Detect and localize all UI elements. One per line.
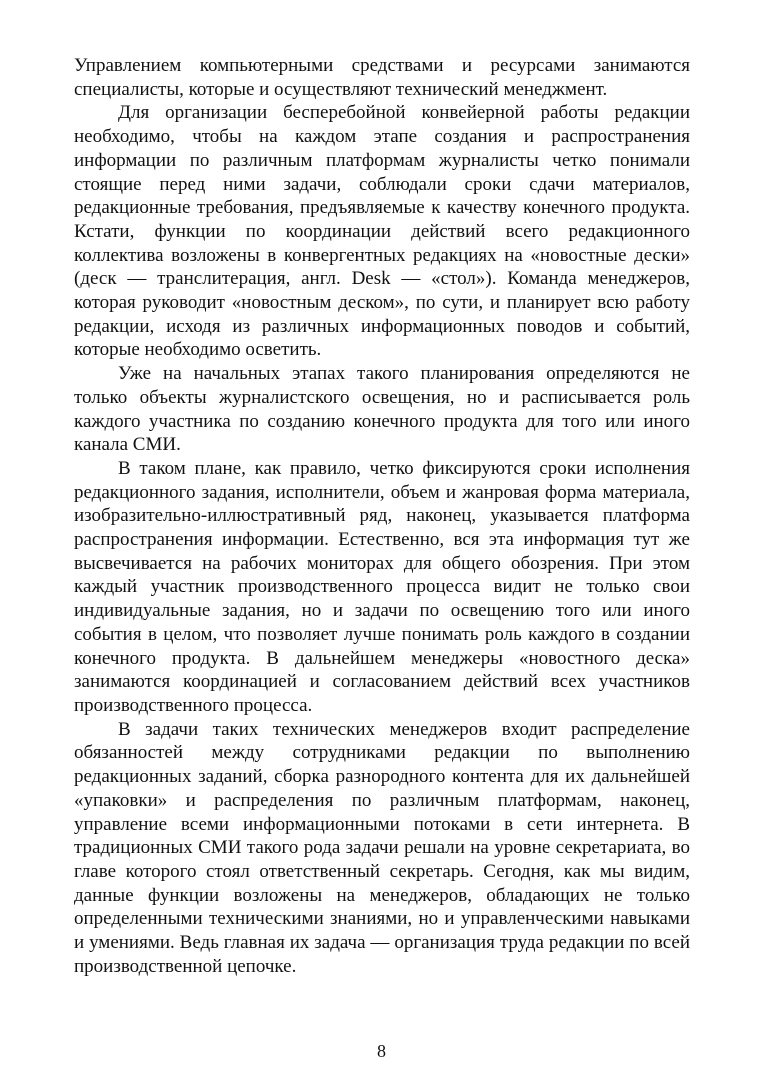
paragraph-3: Уже на начальных этапах такого планирования определяются не только объекты журналистского освещения, но и расписывается роль каждого участника по созданию конечного продукта для того или иного канала СМИ. [74, 363, 690, 456]
paragraph-5: В задачи таких технических менеджеров входит распределение обязанностей между сотрудниками редакции по выполнению редакционных заданий, сборка разнородного контента для их дальнейшей «упаковки» и распределения по различным платформам, наконец, управление всеми информационными потоками в сети интернета. В традиционных СМИ такого рода задачи решали на уровне секретариата, во главе которого стоял ответственный секретарь. Сегодня, как мы видим, данные функции возложены на менеджеров, обладающих не только определенными техническими знаниями, но и управленческими навыками и умениями. Ведь главная их задача — организация труда редакции по всей производственной цепочке. [74, 718, 690, 977]
page-number: 8 [377, 1041, 386, 1061]
page-body [74, 54, 690, 978]
paragraph-4: В таком плане, как правило, четко фиксируются сроки исполнения редакционного задания, исполнители, объем и жанровая форма материала, изобразительно-иллюстративный ряд, наконец, указывается платформа распространения информации. Естественно, вся эта информация тут же высвечивается на рабочих мониторах для общего обозрения. При этом каждый участник производственного процесса видит не только свои индивидуальные задания, но и задачи по освещению того или иного события в целом, что позволяет лучше понимать роль каждого в создании конечного продукта. В дальнейшем менеджеры «новостного деска» занимаются координацией и согласованием действий всех участников производственного процесса. [74, 457, 690, 716]
paragraph-1: Управлением компьютерными средствами и ресурсами занимаются специалисты, которые и осуществляют технический менеджмент. [74, 55, 690, 100]
paragraph-2: Для организации бесперебойной конвейерной работы редакции необходимо, чтобы на каждом этапе создания и распространения информации по различным платформам журналисты четко понимали стоящие перед ними задачи, соблюдали сроки сдачи материалов, редакционные требования, предъявляемые к качеству конечного продукта. Кстати, функции по координации действий всего редакционного коллектива возложены в конвергентных редакциях на «новостные дески» (деск — транслитерация, англ. Desk — «стол»). Команда менеджеров, которая руководит «новостным деском», по сути, и планирует всю работу редакции, исходя из различных информационных поводов и событий, которые необходимо осветить. [74, 102, 690, 361]
